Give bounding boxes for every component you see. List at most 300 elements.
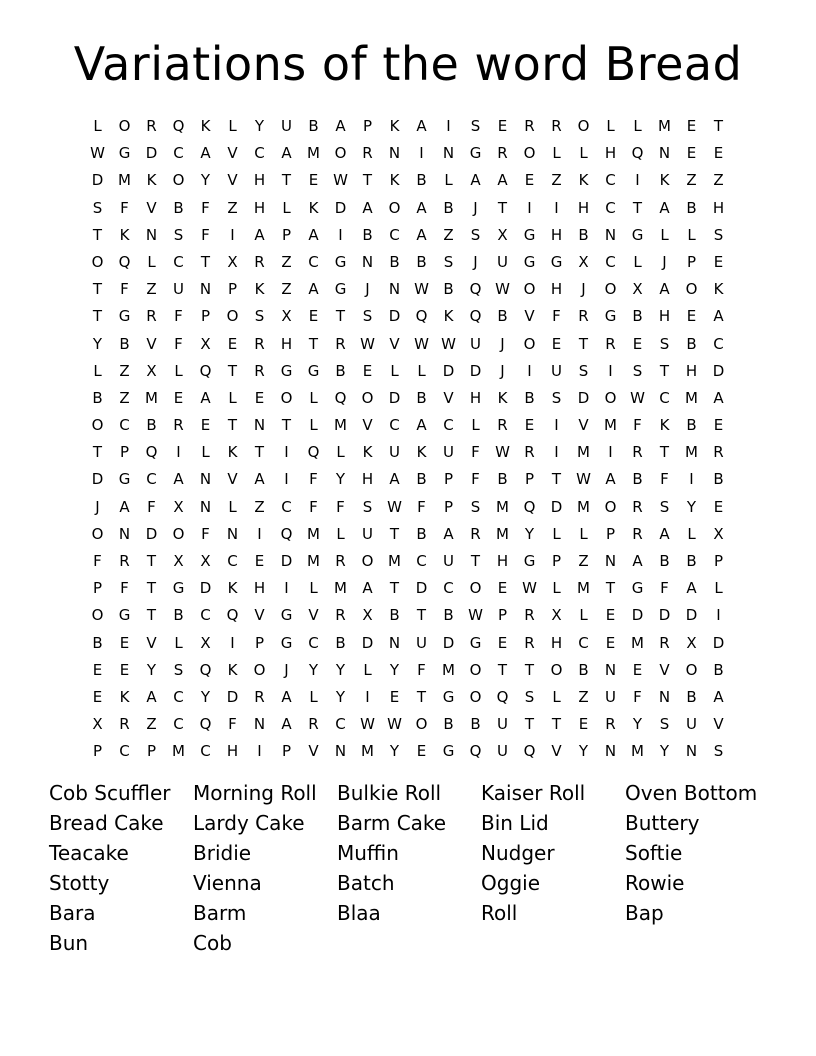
grid-letter[interactable]: P bbox=[200, 307, 211, 326]
grid-letter[interactable]: P bbox=[227, 280, 238, 299]
grid-letter[interactable]: A bbox=[632, 552, 643, 570]
grid-letter[interactable]: A bbox=[281, 687, 292, 706]
grid-letter[interactable]: T bbox=[632, 198, 643, 217]
grid-letter[interactable]: Q bbox=[280, 524, 293, 543]
grid-letter[interactable]: O bbox=[415, 715, 428, 734]
grid-letter[interactable]: A bbox=[416, 416, 427, 435]
grid-letter[interactable]: L bbox=[309, 388, 318, 407]
grid-letter[interactable]: B bbox=[308, 117, 319, 135]
grid-letter[interactable]: L bbox=[174, 361, 183, 380]
grid-letter[interactable]: I bbox=[527, 361, 532, 380]
grid-letter[interactable]: P bbox=[92, 742, 103, 761]
grid-letter[interactable]: I bbox=[716, 606, 721, 625]
grid-letter[interactable]: I bbox=[338, 225, 343, 244]
grid-letter[interactable]: B bbox=[686, 552, 697, 570]
grid-letter[interactable]: J bbox=[473, 198, 478, 217]
grid-letter[interactable]: V bbox=[578, 416, 589, 435]
grid-letter[interactable]: Z bbox=[686, 171, 697, 190]
grid-letter[interactable]: D bbox=[361, 633, 374, 652]
grid-letter[interactable]: W bbox=[495, 443, 510, 462]
grid-letter[interactable]: I bbox=[257, 524, 262, 543]
grid-letter[interactable]: J bbox=[581, 280, 586, 299]
grid-letter[interactable]: R bbox=[632, 497, 643, 516]
grid-letter[interactable]: J bbox=[284, 660, 289, 679]
grid-letter[interactable]: E bbox=[497, 579, 508, 598]
grid-letter[interactable]: B bbox=[443, 606, 454, 625]
grid-letter[interactable]: N bbox=[388, 633, 401, 652]
grid-letter[interactable]: T bbox=[200, 252, 211, 271]
grid-letter[interactable]: Y bbox=[92, 334, 103, 353]
grid-letter[interactable]: E bbox=[632, 334, 643, 353]
grid-letter[interactable]: B bbox=[173, 606, 184, 625]
grid-letter[interactable]: R bbox=[578, 307, 589, 326]
grid-letter[interactable]: C bbox=[308, 633, 319, 652]
grid-letter[interactable]: R bbox=[470, 524, 481, 543]
grid-letter[interactable]: G bbox=[118, 470, 131, 489]
grid-letter[interactable]: N bbox=[604, 225, 617, 244]
grid-letter[interactable]: B bbox=[713, 470, 724, 489]
grid-letter[interactable]: X bbox=[92, 715, 103, 734]
grid-letter[interactable]: C bbox=[227, 552, 238, 570]
grid-letter[interactable]: M bbox=[307, 524, 320, 543]
grid-letter[interactable]: T bbox=[713, 117, 724, 135]
grid-letter[interactable]: D bbox=[145, 524, 158, 543]
grid-letter[interactable]: G bbox=[280, 606, 293, 625]
grid-letter[interactable]: A bbox=[254, 225, 265, 244]
grid-letter[interactable]: A bbox=[389, 470, 400, 489]
grid-letter[interactable]: F bbox=[660, 579, 669, 598]
grid-letter[interactable]: D bbox=[442, 361, 455, 380]
grid-letter[interactable]: G bbox=[118, 606, 131, 625]
grid-letter[interactable]: X bbox=[551, 606, 562, 625]
grid-letter[interactable]: E bbox=[254, 388, 265, 407]
grid-letter[interactable]: H bbox=[577, 198, 590, 217]
grid-letter[interactable]: H bbox=[469, 388, 482, 407]
grid-letter[interactable]: O bbox=[604, 280, 617, 299]
grid-letter[interactable]: C bbox=[389, 225, 400, 244]
grid-letter[interactable]: B bbox=[335, 361, 346, 380]
grid-letter[interactable]: T bbox=[281, 416, 292, 435]
grid-letter[interactable]: M bbox=[334, 579, 347, 598]
grid-letter[interactable]: R bbox=[335, 606, 346, 625]
grid-letter[interactable]: K bbox=[659, 171, 670, 190]
grid-letter[interactable]: A bbox=[200, 144, 211, 163]
grid-letter[interactable]: N bbox=[604, 660, 617, 679]
grid-letter[interactable]: L bbox=[309, 416, 318, 435]
grid-letter[interactable]: U bbox=[389, 443, 400, 462]
grid-letter[interactable]: A bbox=[254, 470, 265, 489]
grid-letter[interactable]: H bbox=[253, 198, 266, 217]
grid-letter[interactable]: F bbox=[471, 470, 480, 489]
grid-letter[interactable]: C bbox=[605, 171, 616, 190]
grid-letter[interactable]: F bbox=[174, 307, 183, 326]
grid-letter[interactable]: E bbox=[605, 606, 616, 625]
grid-letter[interactable]: Y bbox=[254, 117, 265, 135]
grid-letter[interactable]: W bbox=[441, 334, 456, 353]
grid-letter[interactable]: O bbox=[604, 497, 617, 516]
grid-letter[interactable]: O bbox=[361, 388, 374, 407]
grid-letter[interactable]: M bbox=[604, 416, 617, 435]
grid-letter[interactable]: T bbox=[416, 606, 427, 625]
grid-letter[interactable]: D bbox=[550, 497, 563, 516]
grid-letter[interactable]: F bbox=[228, 715, 237, 734]
grid-letter[interactable]: E bbox=[92, 687, 103, 706]
grid-letter[interactable]: Q bbox=[145, 443, 158, 462]
grid-letter[interactable]: H bbox=[685, 361, 698, 380]
grid-letter[interactable]: K bbox=[416, 443, 427, 462]
grid-letter[interactable]: R bbox=[254, 252, 265, 271]
grid-letter[interactable]: B bbox=[686, 198, 697, 217]
grid-letter[interactable]: J bbox=[500, 334, 505, 353]
grid-letter[interactable]: C bbox=[578, 633, 589, 652]
grid-letter[interactable]: C bbox=[605, 198, 616, 217]
grid-letter[interactable]: A bbox=[470, 171, 481, 190]
grid-letter[interactable]: S bbox=[362, 307, 373, 326]
grid-letter[interactable]: B bbox=[443, 715, 454, 734]
grid-letter[interactable]: V bbox=[227, 171, 238, 190]
grid-letter[interactable]: R bbox=[605, 715, 616, 734]
grid-letter[interactable]: A bbox=[200, 388, 211, 407]
grid-letter[interactable]: F bbox=[552, 307, 561, 326]
grid-letter[interactable]: F bbox=[633, 416, 642, 435]
grid-letter[interactable]: W bbox=[522, 579, 537, 598]
grid-letter[interactable]: F bbox=[201, 524, 210, 543]
grid-letter[interactable]: H bbox=[361, 470, 374, 489]
grid-letter[interactable]: P bbox=[443, 497, 454, 516]
grid-letter[interactable]: H bbox=[550, 633, 563, 652]
grid-letter[interactable]: L bbox=[309, 687, 318, 706]
grid-letter[interactable]: O bbox=[550, 660, 563, 679]
grid-letter[interactable]: B bbox=[497, 307, 508, 326]
grid-letter[interactable]: Z bbox=[578, 552, 589, 570]
grid-letter[interactable]: A bbox=[605, 470, 616, 489]
grid-letter[interactable]: L bbox=[444, 171, 453, 190]
grid-letter[interactable]: W bbox=[90, 144, 105, 163]
grid-letter[interactable]: G bbox=[118, 307, 131, 326]
grid-letter[interactable]: S bbox=[713, 225, 724, 244]
grid-letter[interactable]: I bbox=[446, 117, 451, 135]
grid-letter[interactable]: D bbox=[199, 579, 212, 598]
grid-letter[interactable]: B bbox=[524, 388, 535, 407]
grid-letter[interactable]: D bbox=[442, 633, 455, 652]
grid-letter[interactable]: D bbox=[712, 633, 725, 652]
grid-letter[interactable]: C bbox=[659, 388, 670, 407]
grid-letter[interactable]: Z bbox=[227, 198, 238, 217]
grid-letter[interactable]: N bbox=[253, 715, 266, 734]
grid-letter[interactable]: Q bbox=[415, 307, 428, 326]
grid-letter[interactable]: Z bbox=[551, 171, 562, 190]
grid-letter[interactable]: Q bbox=[496, 687, 509, 706]
grid-letter[interactable]: U bbox=[551, 361, 562, 380]
grid-letter[interactable]: N bbox=[145, 225, 158, 244]
grid-letter[interactable]: G bbox=[523, 252, 536, 271]
grid-letter[interactable]: S bbox=[632, 361, 643, 380]
grid-letter[interactable]: D bbox=[280, 552, 293, 570]
grid-letter[interactable]: X bbox=[173, 552, 184, 570]
grid-letter[interactable]: L bbox=[633, 252, 642, 271]
grid-letter[interactable]: W bbox=[414, 280, 429, 299]
grid-letter[interactable]: V bbox=[659, 660, 670, 679]
grid-letter[interactable]: U bbox=[686, 715, 697, 734]
grid-letter[interactable]: N bbox=[118, 524, 131, 543]
grid-letter[interactable]: E bbox=[686, 307, 697, 326]
grid-letter[interactable]: K bbox=[254, 280, 265, 299]
grid-letter[interactable]: O bbox=[91, 524, 104, 543]
grid-letter[interactable]: A bbox=[416, 117, 427, 135]
grid-letter[interactable]: R bbox=[254, 361, 265, 380]
grid-letter[interactable]: T bbox=[362, 171, 373, 190]
grid-letter[interactable]: T bbox=[551, 470, 562, 489]
grid-letter[interactable]: L bbox=[579, 524, 588, 543]
grid-letter[interactable]: O bbox=[91, 416, 104, 435]
grid-letter[interactable]: B bbox=[362, 225, 373, 244]
grid-letter[interactable]: R bbox=[659, 633, 670, 652]
grid-letter[interactable]: S bbox=[524, 687, 535, 706]
grid-letter[interactable]: J bbox=[662, 252, 667, 271]
grid-letter[interactable]: G bbox=[307, 361, 320, 380]
grid-letter[interactable]: N bbox=[226, 524, 239, 543]
grid-letter[interactable]: O bbox=[685, 660, 698, 679]
grid-letter[interactable]: X bbox=[497, 225, 508, 244]
grid-letter[interactable]: K bbox=[308, 198, 319, 217]
grid-letter[interactable]: I bbox=[608, 361, 613, 380]
grid-letter[interactable]: N bbox=[442, 144, 455, 163]
grid-letter[interactable]: A bbox=[308, 225, 319, 244]
grid-letter[interactable]: O bbox=[523, 280, 536, 299]
grid-letter[interactable]: E bbox=[686, 144, 697, 163]
grid-letter[interactable]: G bbox=[172, 579, 185, 598]
grid-letter[interactable]: W bbox=[360, 334, 375, 353]
grid-letter[interactable]: A bbox=[497, 171, 508, 190]
grid-letter[interactable]: Y bbox=[200, 687, 211, 706]
grid-letter[interactable]: B bbox=[578, 660, 589, 679]
grid-letter[interactable]: T bbox=[227, 416, 238, 435]
grid-letter[interactable]: L bbox=[552, 524, 561, 543]
grid-letter[interactable]: T bbox=[92, 307, 103, 326]
grid-letter[interactable]: R bbox=[632, 443, 643, 462]
grid-letter[interactable]: L bbox=[579, 144, 588, 163]
grid-letter[interactable]: M bbox=[496, 497, 509, 516]
grid-letter[interactable]: P bbox=[443, 470, 454, 489]
grid-letter[interactable]: C bbox=[173, 144, 184, 163]
grid-letter[interactable]: X bbox=[362, 606, 373, 625]
grid-letter[interactable]: N bbox=[199, 280, 212, 299]
grid-letter[interactable]: O bbox=[172, 171, 185, 190]
grid-letter[interactable]: K bbox=[119, 225, 130, 244]
grid-letter[interactable]: Z bbox=[119, 388, 130, 407]
grid-letter[interactable]: E bbox=[362, 361, 373, 380]
grid-letter[interactable]: N bbox=[604, 742, 617, 761]
grid-letter[interactable]: M bbox=[307, 552, 320, 570]
grid-letter[interactable]: A bbox=[362, 579, 373, 598]
grid-letter[interactable]: N bbox=[658, 687, 671, 706]
grid-letter[interactable]: F bbox=[147, 497, 156, 516]
grid-letter[interactable]: G bbox=[631, 579, 644, 598]
grid-letter[interactable]: H bbox=[550, 225, 563, 244]
grid-letter[interactable]: O bbox=[361, 552, 374, 570]
grid-letter[interactable]: A bbox=[659, 280, 670, 299]
grid-letter[interactable]: M bbox=[442, 660, 455, 679]
grid-letter[interactable]: M bbox=[145, 388, 158, 407]
grid-letter[interactable]: E bbox=[416, 742, 427, 761]
grid-letter[interactable]: G bbox=[469, 144, 482, 163]
grid-letter[interactable]: L bbox=[228, 117, 237, 135]
grid-letter[interactable]: L bbox=[228, 388, 237, 407]
grid-letter[interactable]: W bbox=[387, 715, 402, 734]
grid-letter[interactable]: C bbox=[389, 416, 400, 435]
grid-letter[interactable]: L bbox=[336, 443, 345, 462]
grid-letter[interactable]: X bbox=[632, 280, 643, 299]
grid-letter[interactable]: D bbox=[631, 606, 644, 625]
grid-letter[interactable]: U bbox=[443, 443, 454, 462]
grid-letter[interactable]: C bbox=[335, 715, 346, 734]
grid-letter[interactable]: C bbox=[200, 742, 211, 761]
grid-letter[interactable]: R bbox=[524, 443, 535, 462]
grid-letter[interactable]: M bbox=[577, 579, 590, 598]
grid-letter[interactable]: L bbox=[552, 687, 561, 706]
grid-letter[interactable]: Z bbox=[146, 715, 157, 734]
grid-letter[interactable]: Y bbox=[686, 497, 697, 516]
grid-letter[interactable]: R bbox=[119, 552, 130, 570]
grid-letter[interactable]: J bbox=[473, 252, 478, 271]
grid-letter[interactable]: X bbox=[713, 524, 724, 543]
grid-letter[interactable]: R bbox=[524, 606, 535, 625]
grid-letter[interactable]: I bbox=[608, 443, 613, 462]
grid-letter[interactable]: V bbox=[227, 144, 238, 163]
grid-letter[interactable]: F bbox=[120, 198, 129, 217]
grid-letter[interactable]: R bbox=[146, 117, 157, 135]
grid-letter[interactable]: I bbox=[284, 443, 289, 462]
grid-letter[interactable]: D bbox=[388, 307, 401, 326]
grid-letter[interactable]: R bbox=[497, 144, 508, 163]
grid-letter[interactable]: V bbox=[146, 198, 157, 217]
grid-letter[interactable]: Q bbox=[334, 388, 347, 407]
grid-letter[interactable]: Q bbox=[523, 742, 536, 761]
grid-letter[interactable]: E bbox=[119, 660, 130, 679]
grid-letter[interactable]: L bbox=[147, 252, 156, 271]
grid-letter[interactable]: U bbox=[281, 117, 292, 135]
grid-letter[interactable]: G bbox=[334, 252, 347, 271]
grid-letter[interactable]: T bbox=[146, 552, 157, 570]
grid-letter[interactable]: Z bbox=[146, 280, 157, 299]
grid-letter[interactable]: M bbox=[685, 443, 698, 462]
grid-letter[interactable]: K bbox=[389, 171, 400, 190]
grid-letter[interactable]: B bbox=[470, 715, 481, 734]
grid-letter[interactable]: Z bbox=[254, 497, 265, 516]
grid-letter[interactable]: Q bbox=[469, 742, 482, 761]
grid-letter[interactable]: F bbox=[309, 470, 318, 489]
grid-letter[interactable]: Z bbox=[119, 361, 130, 380]
grid-letter[interactable]: E bbox=[389, 687, 400, 706]
grid-letter[interactable]: F bbox=[660, 470, 669, 489]
grid-letter[interactable]: K bbox=[119, 687, 130, 706]
grid-letter[interactable]: B bbox=[335, 633, 346, 652]
grid-letter[interactable]: N bbox=[388, 280, 401, 299]
grid-letter[interactable]: D bbox=[577, 388, 590, 407]
grid-letter[interactable]: T bbox=[335, 307, 346, 326]
grid-letter[interactable]: F bbox=[93, 552, 102, 570]
grid-letter[interactable]: T bbox=[227, 361, 238, 380]
grid-letter[interactable]: Q bbox=[631, 144, 644, 163]
grid-letter[interactable]: B bbox=[659, 552, 670, 570]
grid-letter[interactable]: D bbox=[469, 361, 482, 380]
grid-letter[interactable]: L bbox=[417, 361, 426, 380]
grid-letter[interactable]: I bbox=[365, 687, 370, 706]
grid-letter[interactable]: L bbox=[687, 225, 696, 244]
grid-letter[interactable]: T bbox=[605, 579, 616, 598]
grid-letter[interactable]: P bbox=[281, 225, 292, 244]
grid-letter[interactable]: T bbox=[416, 687, 427, 706]
grid-letter[interactable]: I bbox=[554, 443, 559, 462]
grid-letter[interactable]: C bbox=[443, 579, 454, 598]
grid-letter[interactable]: L bbox=[309, 579, 318, 598]
grid-letter[interactable]: N bbox=[361, 252, 374, 271]
grid-letter[interactable]: I bbox=[527, 198, 532, 217]
grid-letter[interactable]: E bbox=[254, 552, 265, 570]
grid-letter[interactable]: S bbox=[578, 361, 589, 380]
grid-letter[interactable]: C bbox=[713, 334, 724, 353]
grid-letter[interactable]: V bbox=[389, 334, 400, 353]
grid-letter[interactable]: T bbox=[659, 443, 670, 462]
grid-letter[interactable]: O bbox=[604, 388, 617, 407]
grid-letter[interactable]: B bbox=[443, 280, 454, 299]
grid-letter[interactable]: G bbox=[442, 742, 455, 761]
grid-letter[interactable]: O bbox=[469, 579, 482, 598]
grid-letter[interactable]: R bbox=[632, 524, 643, 543]
grid-letter[interactable]: A bbox=[713, 388, 724, 407]
grid-letter[interactable]: A bbox=[308, 280, 319, 299]
grid-letter[interactable]: B bbox=[389, 252, 400, 271]
grid-letter[interactable]: U bbox=[362, 524, 373, 543]
grid-letter[interactable]: E bbox=[551, 334, 562, 353]
grid-letter[interactable]: I bbox=[230, 633, 235, 652]
grid-letter[interactable]: R bbox=[119, 715, 130, 734]
grid-letter[interactable]: E bbox=[578, 715, 589, 734]
grid-letter[interactable]: N bbox=[604, 552, 617, 570]
grid-letter[interactable]: F bbox=[309, 497, 318, 516]
grid-letter[interactable]: D bbox=[712, 361, 725, 380]
grid-letter[interactable]: E bbox=[308, 171, 319, 190]
grid-letter[interactable]: H bbox=[604, 144, 617, 163]
grid-letter[interactable]: N bbox=[253, 416, 266, 435]
grid-letter[interactable]: G bbox=[523, 225, 536, 244]
grid-letter[interactable]: P bbox=[281, 742, 292, 761]
grid-letter[interactable]: F bbox=[120, 280, 129, 299]
grid-letter[interactable]: A bbox=[281, 144, 292, 163]
grid-letter[interactable]: R bbox=[713, 443, 724, 462]
grid-letter[interactable]: C bbox=[119, 742, 130, 761]
grid-letter[interactable]: O bbox=[172, 524, 185, 543]
grid-letter[interactable]: T bbox=[146, 606, 157, 625]
grid-letter[interactable]: Y bbox=[389, 660, 400, 679]
grid-letter[interactable]: B bbox=[146, 416, 157, 435]
grid-letter[interactable]: P bbox=[551, 552, 562, 570]
grid-letter[interactable]: P bbox=[605, 524, 616, 543]
grid-letter[interactable]: B bbox=[578, 225, 589, 244]
grid-letter[interactable]: L bbox=[714, 579, 723, 598]
grid-letter[interactable]: R bbox=[524, 633, 535, 652]
grid-letter[interactable]: V bbox=[443, 388, 454, 407]
grid-letter[interactable]: O bbox=[469, 660, 482, 679]
grid-letter[interactable]: B bbox=[416, 470, 427, 489]
grid-letter[interactable]: F bbox=[201, 225, 210, 244]
grid-letter[interactable]: B bbox=[632, 470, 643, 489]
grid-letter[interactable]: I bbox=[284, 579, 289, 598]
grid-letter[interactable]: B bbox=[416, 388, 427, 407]
grid-letter[interactable]: L bbox=[336, 524, 345, 543]
grid-letter[interactable]: K bbox=[389, 117, 400, 135]
grid-letter[interactable]: K bbox=[659, 416, 670, 435]
